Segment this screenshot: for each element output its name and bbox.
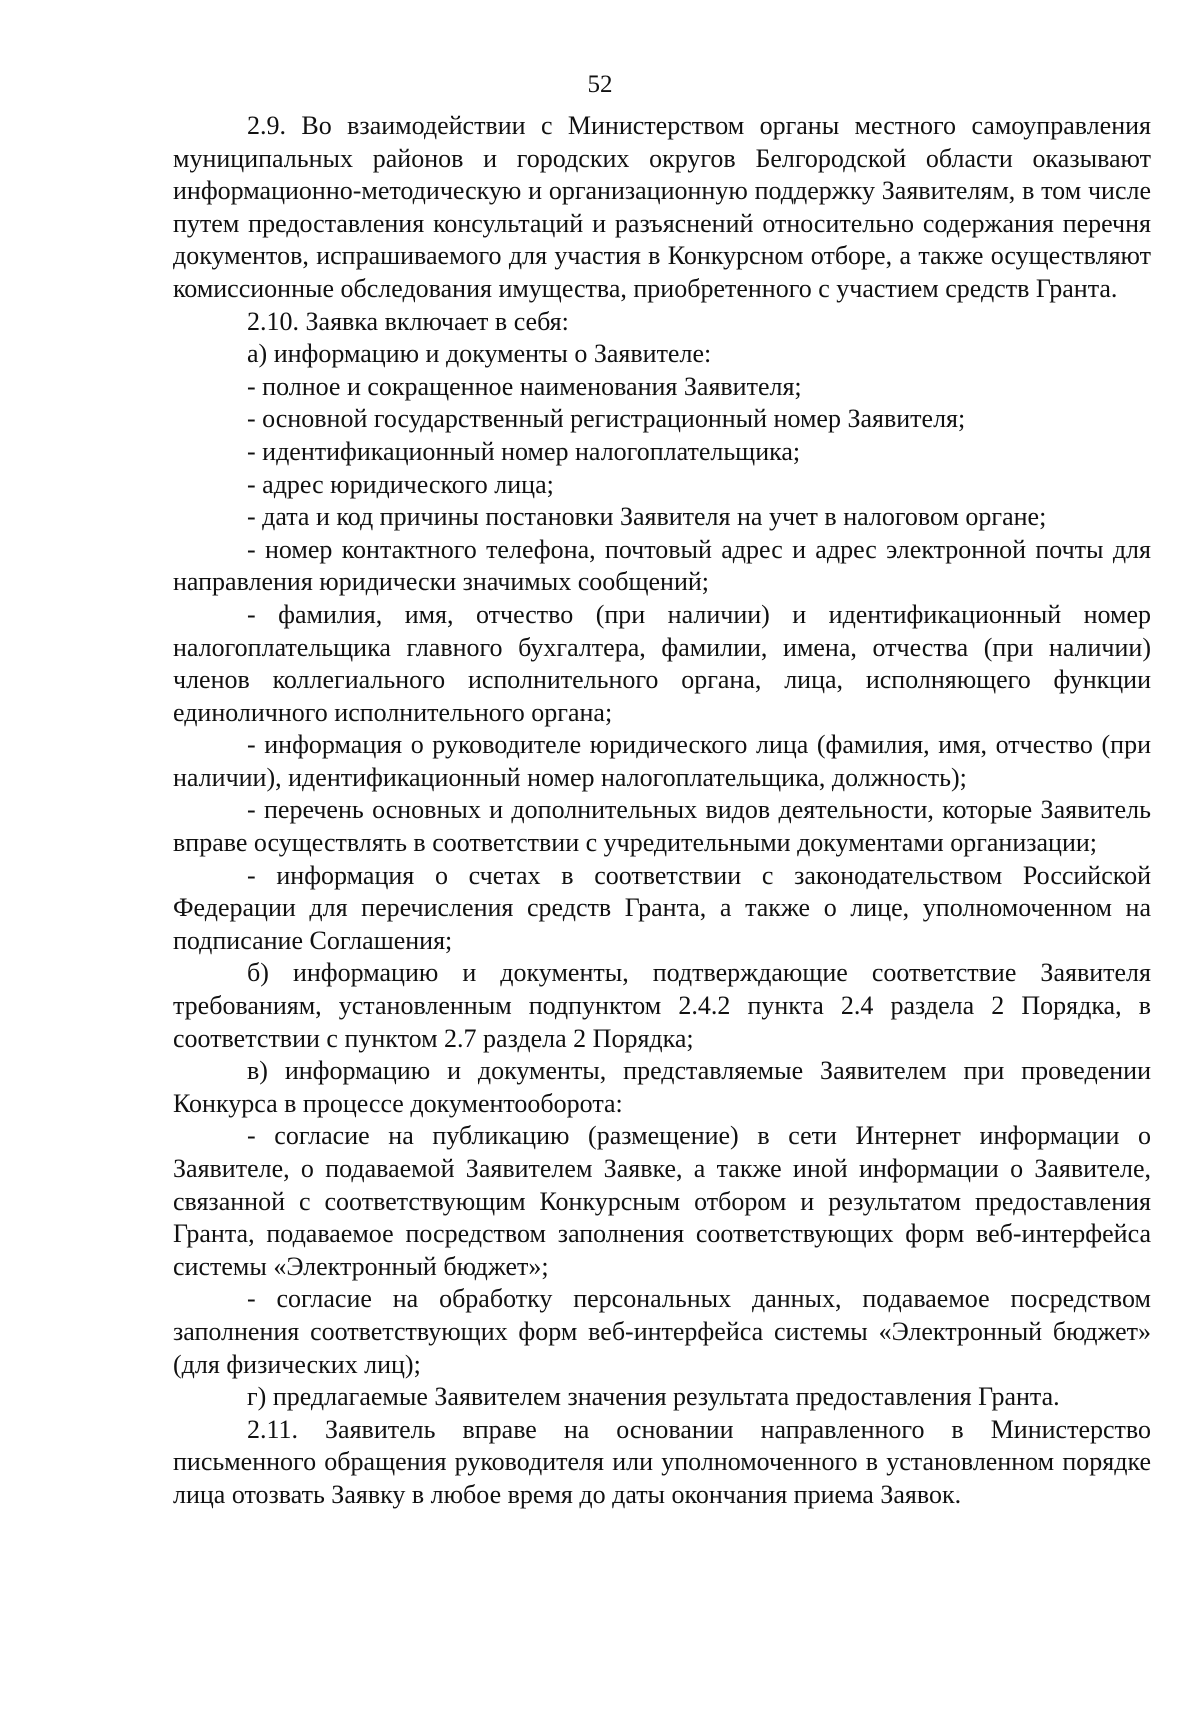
list-item-dash: - фамилия, имя, отчество (при наличии) и идентификационный номер налогоплательщика главного бухгалтера, фамилии, имена, отчества (при наличии) членов коллегиального исполнительного органа, лица, исполняющего функции единоличного исполнительного органа; (173, 599, 1151, 727)
list-item-dash: - основной государственный регистрационный номер Заявителя; (247, 404, 966, 434)
list-item-v: в) информацию и документы, представляемые Заявителем при проведении Конкурса в процессе документооборота: (173, 1056, 1151, 1118)
list-item-dash: - адрес юридического лица; (247, 469, 554, 499)
list-item-dash: - согласие на обработку персональных данных, подаваемое посредством заполнения соответствующих форм веб-интерфейса системы «Электронный бюджет» (для физических лиц); (173, 1284, 1151, 1379)
page-number: 52 (587, 71, 613, 98)
paragraph-2-9: 2.9. Во взаимодействии с Министерством органы местного самоуправления муниципальных районов и городских округов Белгородской области оказывают информационно-методическую и организационную поддержку Заявителям, в том числе путем предоставления консультаций и разъяснений относительно содержания перечня документов, испрашиваемого для участия в Конкурсном отборе, а также осуществляют комиссионные обследования имущества, приобретенного с участием средств Гранта. (173, 111, 1151, 303)
list-item-dash: - идентификационный номер налогоплательщика; (247, 436, 801, 466)
list-item-dash: - дата и код причины постановки Заявителя на учет в налоговом органе; (247, 502, 1047, 532)
list-item-g: г) предлагаемые Заявителем значения результата предоставления Гранта. (247, 1382, 1060, 1412)
paragraph-2-11: 2.11. Заявитель вправе на основании направленного в Министерство письменного обращения руководителя или уполномоченного в установленном порядке лица отозвать Заявку в любое время до даты окончания приема Заявок. (173, 1414, 1151, 1509)
list-item-dash: - полное и сокращенное наименования Заявителя; (247, 371, 802, 401)
list-item-dash: - перечень основных и дополнительных видов деятельности, которые Заявитель вправе осуществлять в соответствии с учредительными документами организации; (173, 795, 1151, 858)
list-item-dash: - номер контактного телефона, почтовый адрес и адрес электронной почты для направления юридически значимых сообщений; (173, 534, 1151, 597)
list-item-dash: - информация о счетах в соответствии с законодательством Российской Федерации для перечисления средств Гранта, а также о лице, уполномоченном на подписание Соглашения; (173, 860, 1151, 955)
document-body (173, 110, 1151, 1512)
list-item-b: б) информацию и документы, подтверждающие соответствие Заявителя требованиям, установленным подпунктом 2.4.2 пункта 2.4 раздела 2 Порядка, в соответствии с пунктом 2.7 раздела 2 Порядка; (173, 958, 1151, 1053)
list-item-dash: - информация о руководителе юридического лица (фамилия, имя, отчество (при наличии), идентификационный номер налогоплательщика, должность); (173, 730, 1151, 792)
list-item-a: а) информацию и документы о Заявителе: (247, 339, 712, 369)
paragraph-2-10: 2.10. Заявка включает в себя: (247, 306, 569, 336)
list-item-dash: - согласие на публикацию (размещение) в сети Интернет информации о Заявителе, о подаваемой Заявителем Заявке, а также иной информации о Заявителе, связанной с соответствующим Конкурсным отбором и результатом предоставления Гранта, подаваемое посредством заполнения соответствующих форм веб-интерфейса системы «Электронный бюджет»; (173, 1121, 1151, 1281)
